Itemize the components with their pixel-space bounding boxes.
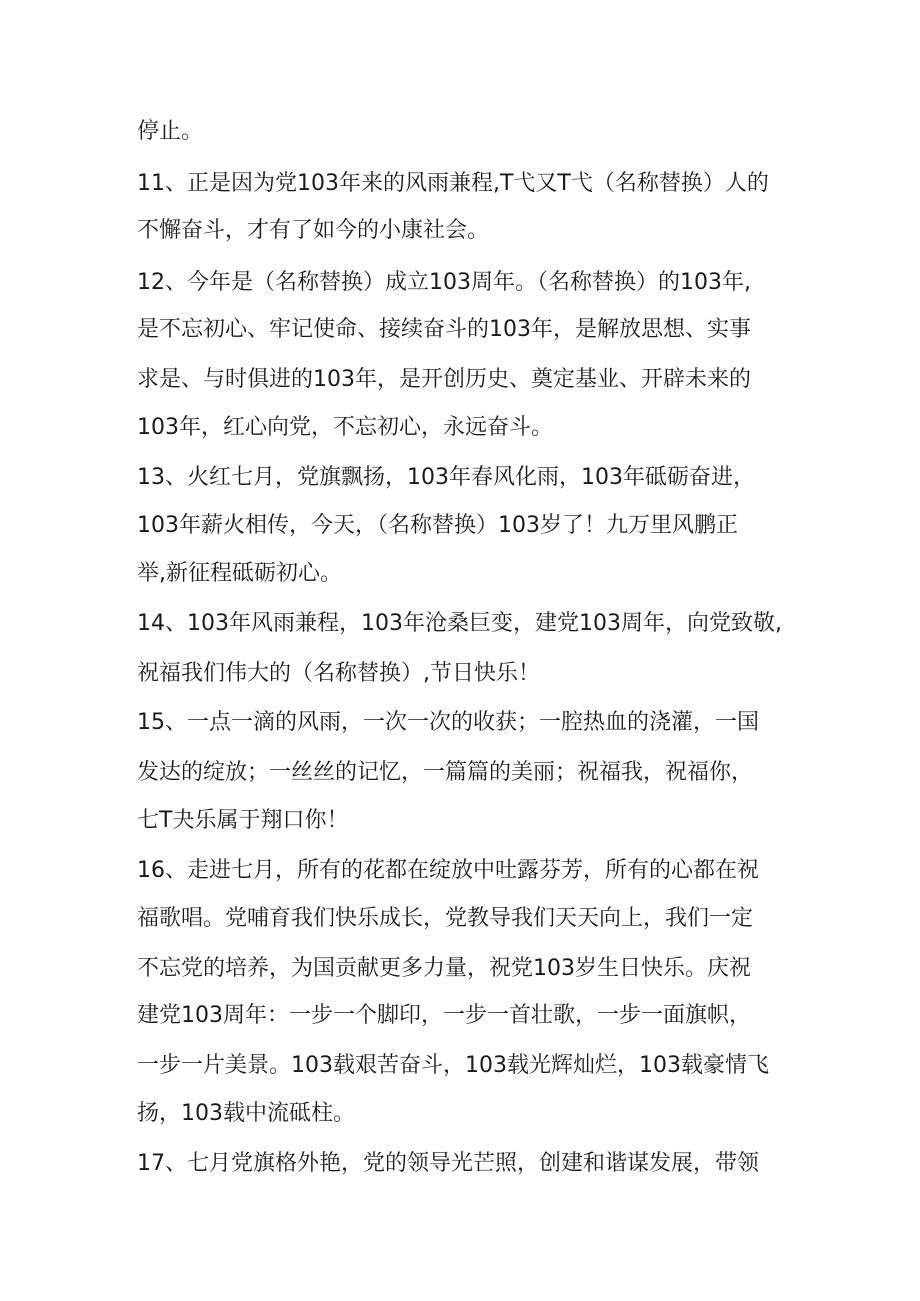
text-line: 扬，103载中流砥柱。 [137,1101,355,1126]
text-line: 建党103周年：一步一个脚印，一步一首壮歌，一步一面旗帜， [137,1003,751,1028]
text-line: 不懈奋斗，才有了如今的小康社会。 [137,218,490,243]
text-line: 17、七月党旗格外艳，党的领导光芒照，创建和谐谋发展，带领 [137,1151,759,1176]
text-line: 祝福我们伟大的（名称替换）,节日快乐！ [137,661,540,686]
text-line: 16、走进七月，所有的花都在绽放中吐露芬芳，所有的心都在祝 [137,858,759,883]
text-line: 11、正是因为党103年来的风雨兼程,T弋又T弋（名称替换）人的 [137,171,769,196]
text-line: 发达的绽放；一丝丝的记忆，一篇篇的美丽；祝福我，祝福你， [137,760,754,785]
text-line: 不忘党的培养，为国贡献更多力量，祝党103岁生日快乐。庆祝 [137,956,751,981]
text-line: 是不忘初心、牢记使命、接续奋斗的103年，是解放思想、实事 [137,317,751,342]
text-line: 103年，红心向党，不忘初心，永远奋斗。 [137,415,553,440]
text-line: 一步一片美景。103载艰苦奋斗，103载光辉灿烂，103载豪情飞 [137,1053,769,1078]
text-line: 七T夬乐属于翔口你！ [137,808,349,833]
text-line: 14、103年风雨兼程，103年沧桑巨变，建党103周年，向党致敬, [137,611,782,636]
text-line: 15、一点一滴的风雨，一次一次的收获；一腔热血的浇灌，一国 [137,710,759,735]
text-line: 福歌唱。党哺育我们快乐成长，党教导我们天天向上，我们一定 [137,906,754,931]
text-line: 停止。 [137,119,204,144]
text-line: 12、今年是（名称替换）成立103周年。（名称替换）的103年, [137,270,751,295]
text-line: 13、火红七月，党旗飘扬，103年春风化雨，103年砥砺奋进， [137,465,755,490]
text-line: 举,新征程砥砺初心。 [137,561,342,586]
text-line: 求是、与时俱进的103年，是开创历史、奠定基业、开辟未来的 [137,367,751,392]
text-line: 103年薪火相传，今天，（名称替换）103岁了！九万里风鹏正 [137,513,738,538]
